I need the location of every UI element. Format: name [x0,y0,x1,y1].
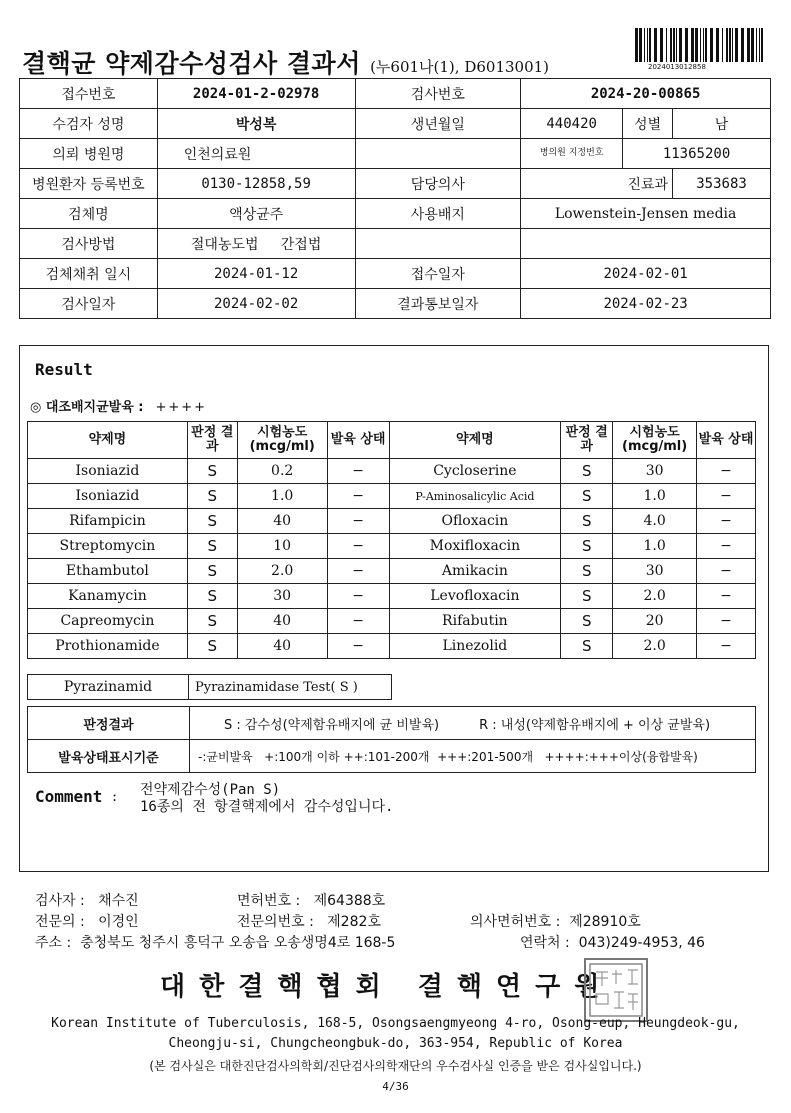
test-date-label: 검사일자 [20,289,158,319]
medium: Lowenstein-Jensen media [521,199,771,229]
barcode-bar [670,28,672,62]
hospital-label: 의뢰 병원명 [20,139,158,169]
dob: 440420 [521,109,623,139]
test-date: 2024-02-02 [157,289,355,319]
barcode-bar [703,28,704,62]
test-no: 2024-20-00865 [521,79,771,109]
document-code: (누601나(1), D6013001) [370,58,550,76]
drug-name: Moxifloxacin [389,534,561,559]
pza-label: Pyrazinamid [28,675,189,700]
judge-result: S [561,609,613,634]
growth-status: − [697,484,756,509]
hospital-name: 인천의료원 [157,139,355,169]
dob-label: 생년월일 [355,109,521,139]
test-no-label: 검사번호 [355,79,521,109]
dept: 353683 [673,169,771,199]
drug-row [28,484,756,509]
barcode-bar [747,28,750,62]
test-concentration: 4.0 [613,509,697,534]
patient-name: 박성복 [157,109,355,139]
drug-name: Ofloxacin [389,509,561,534]
organization-name: 대한결핵협회 결핵연구원 [160,972,614,1002]
method-label: 검사방법 [20,229,158,259]
growth-status: − [327,634,389,659]
receipt-no-label: 접수번호 [20,79,158,109]
barcode-bar [761,28,763,62]
barcode-bar [710,28,713,62]
barcode-bar [644,28,645,62]
criteria-table [27,706,756,773]
barcode-bar [741,28,744,62]
specialist-no: 전문의번호 : 제282호 [237,914,381,930]
col-judge: 판정 결과 [187,422,237,459]
collect-date-label: 검체채취 일시 [20,259,158,289]
patient-info-table [19,78,771,319]
method: 절대농도법 간접법 [157,229,355,259]
barcode-bar [722,28,723,62]
name-label: 수검자 성명 [20,109,158,139]
sex: 남 [673,109,771,139]
test-concentration: 30 [237,584,327,609]
doctor-license: 의사면허번호 : 제28910호 [470,914,641,930]
barcode-bar [673,28,675,62]
address-en-line2: Cheongju-si, Chungcheongbuk-do, 363-954, Republic of Korea [168,1036,623,1051]
growth-status: − [327,509,389,534]
col-drug: 약제명 [389,422,561,459]
drug-row [28,534,756,559]
drug-name: P-Aminosalicylic Acid [389,484,561,509]
barcode-bar [732,28,733,62]
growth-status: − [327,584,389,609]
drug-name: Capreomycin [28,609,188,634]
official-seal [584,958,648,1022]
barcode-bar [716,28,719,62]
barcode-bar [635,28,638,62]
receipt-no: 2024-01-2-02978 [157,79,355,109]
tester: 검사자 : 채수진 [35,893,139,909]
judge-result: S [187,634,237,659]
barcode-bar [700,28,701,62]
drug-name: Streptomycin [28,534,188,559]
test-concentration: 1.0 [237,484,327,509]
judge-result: S [561,559,613,584]
drug-name: Linezolid [389,634,561,659]
drug-name: Rifabutin [389,609,561,634]
growth-status: − [697,459,756,484]
test-concentration: 0.2 [237,459,327,484]
drug-row [28,509,756,534]
address: 주소 : 충청북도 청주시 흥덕구 오송읍 오송생명4로 168-5 [35,935,396,951]
drug-row [28,634,756,659]
growth-status: − [327,484,389,509]
barcode-bar [695,28,698,62]
barcode-number: 2024013012858 [648,63,706,71]
drug-name: Levofloxacin [389,584,561,609]
collect-date: 2024-01-12 [157,259,355,289]
license: 면허번호 : 제64388호 [237,893,386,909]
judge-result: S [187,584,237,609]
drug-name: Isoniazid [28,459,188,484]
drug-row [28,559,756,584]
hosp-code: 11365200 [623,139,771,169]
drug-name: Rifampicin [28,509,188,534]
growth-status: − [327,559,389,584]
drug-name: Kanamycin [28,584,188,609]
barcode-bar [666,28,667,62]
drug-table [27,421,756,659]
patient-reg-label: 병원환자 등록번호 [20,169,158,199]
judge-result: S [187,609,237,634]
barcode-bar [691,28,694,62]
barcode-bar [639,28,642,62]
pza-value: Pyrazinamidase Test( S ) [189,675,392,700]
barcode-bar [660,28,663,62]
test-concentration: 1.0 [613,534,697,559]
patient-reg-no: 0130-12858,59 [157,169,355,199]
judge-result: S [187,559,237,584]
barcode-bar [685,28,688,62]
judge-result: S [561,484,613,509]
recv-date: 2024-02-01 [521,259,771,289]
col-growth: 발육 상태 [327,422,389,459]
barcode-bar [735,28,738,62]
drug-row [28,459,756,484]
judge-result: S [187,484,237,509]
certification-note: (본 검사실은 대한진단검사의학회/진단검사의학재단의 우수검사실 인증을 받은 검사실입니다.) [149,1059,642,1073]
barcode [634,28,768,62]
hosp-code-label: 병의원 지정번호 [521,139,623,169]
barcode-bar [756,28,757,62]
growth-status: − [327,534,389,559]
judge-result: S [561,534,613,559]
growth-status: − [697,584,756,609]
growth-status: − [697,559,756,584]
dept-label: 진료과 [623,169,673,199]
col-drug: 약제명 [28,422,188,459]
judge-criteria-label: 판정결과 [28,707,190,740]
page-number: 4/36 [382,1080,409,1093]
medium-label: 사용배지 [355,199,521,229]
report-date-label: 결과통보일자 [355,289,521,319]
test-concentration: 2.0 [613,634,697,659]
drug-name: Cycloserine [389,459,561,484]
test-concentration: 20 [613,609,697,634]
growth-status: − [327,609,389,634]
growth-status: − [697,634,756,659]
report-date: 2024-02-23 [521,289,771,319]
specimen-label: 검체명 [20,199,158,229]
sex-label: 성별 [623,109,673,139]
drug-row [28,609,756,634]
growth-status: − [697,609,756,634]
comment-label: Comment [35,787,103,806]
barcode-bar [654,28,657,62]
test-concentration: 40 [237,509,327,534]
barcode-bar [705,28,707,62]
growth-status: − [327,459,389,484]
doctor-label: 담당의사 [355,169,521,199]
test-concentration: 2.0 [613,584,697,609]
judge-result: S [187,534,237,559]
test-concentration: 40 [237,609,327,634]
drug-name: Prothionamide [28,634,188,659]
barcode-bar [679,28,682,62]
address-en-line1: Korean Institute of Tuberculosis, 168-5, Osongsaengmyeong 4-ro, Osong-eup, Heungdeok-gu, [51,1016,740,1031]
pyrazinamide-table [27,674,392,700]
judge-result: S [561,459,613,484]
col-judge: 판정 결과 [561,422,613,459]
drug-name: Isoniazid [28,484,188,509]
contact: 연락처 : 043)249-4953, 46 [520,935,705,951]
growth-status: − [697,534,756,559]
test-concentration: 2.0 [237,559,327,584]
judge-result: S [187,459,237,484]
drug-name: Amikacin [389,559,561,584]
barcode-bar [676,28,677,62]
specimen: 액상균주 [157,199,355,229]
judge-result: S [187,509,237,534]
judge-criteria: S : 감수성(약제함유배지에 균 비발육) R : 내성(약제함유배지에 + 이상 균발육) [190,707,756,740]
col-growth: 발육 상태 [697,422,756,459]
control-growth: ◎ 대조배지균발육 : ++++ [30,400,208,415]
growth-status: − [697,509,756,534]
test-concentration: 40 [237,634,327,659]
barcode-bar [751,28,754,62]
barcode-bar [729,28,731,62]
growth-criteria: -:균비발육 +:100개 이하 ++:101-200개 +++:201-500개 ++++:+++이상(융합발육) [190,740,756,773]
document-title: 결핵균 약제감수성검사 결과서 (누601나(1), D6013001) [22,49,550,78]
recv-date-label: 접수일자 [355,259,521,289]
drug-name: Ethambutol [28,559,188,584]
barcode-bar [726,28,728,62]
judge-result: S [561,584,613,609]
drug-row [28,584,756,609]
test-concentration: 30 [613,459,697,484]
barcode-bar [647,28,648,62]
col-conc: 시험농도 (mcg/ml) [237,422,327,459]
result-heading: Result [35,360,93,379]
test-concentration: 30 [613,559,697,584]
test-concentration: 10 [237,534,327,559]
specialist: 전문의 : 이경인 [35,914,139,930]
barcode-bar [649,28,651,62]
test-concentration: 1.0 [613,484,697,509]
doctor-name [521,169,623,199]
judge-result: S [561,634,613,659]
comment-text: 전약제감수성(Pan S) 16종의 전 항결핵제에서 감수성입니다. [140,782,394,815]
growth-criteria-label: 발육상태표시기준 [28,740,190,773]
judge-result: S [561,509,613,534]
barcode-bar [759,28,760,62]
col-conc: 시험농도 (mcg/ml) [613,422,697,459]
